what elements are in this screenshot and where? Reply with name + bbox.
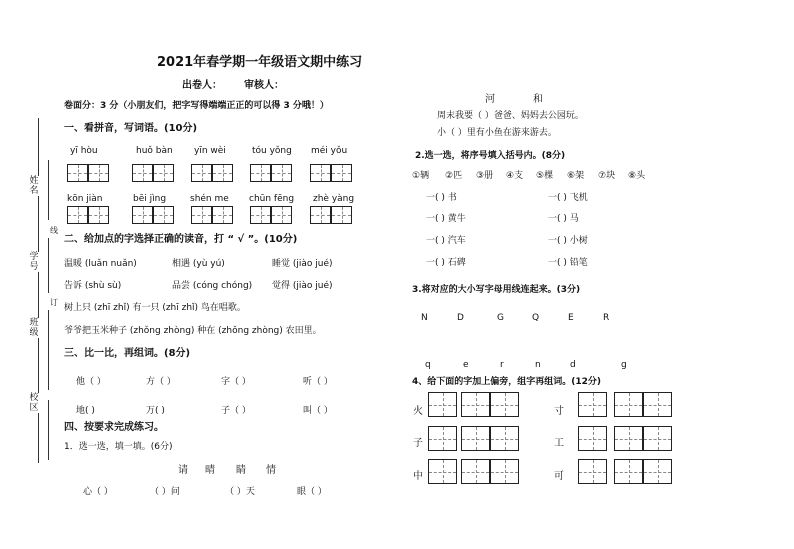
compare-item: 听（ ） bbox=[303, 377, 333, 387]
margin-dash bbox=[48, 160, 49, 220]
writing-box[interactable] bbox=[428, 459, 457, 484]
reading-sentence: 爷爷把玉米种子 (zhǒng zhòng) 种在 (zhǒng zhòng) 农田里。 bbox=[64, 326, 322, 336]
page-title: 2021年春学期一年级语文期中练习 bbox=[157, 55, 363, 70]
measure-blank: 一( ) 小树 bbox=[548, 236, 588, 246]
writing-box[interactable] bbox=[428, 392, 457, 417]
setter-label: 出卷人： bbox=[182, 80, 222, 91]
writing-box[interactable] bbox=[643, 426, 672, 451]
right-section2-heading: 2.选一选，将序号填入括号内。(8分) bbox=[415, 151, 566, 161]
radical-char: 工 bbox=[554, 438, 564, 449]
writing-box[interactable] bbox=[643, 459, 672, 484]
section1-heading: 一、看拼音，写词语。(10分) bbox=[64, 123, 198, 134]
compare-item: 叫（ ） bbox=[303, 406, 333, 416]
option: ⑥架 bbox=[567, 171, 585, 181]
fill-sentence: 周末我要（ ）爸爸、妈妈去公园玩。 bbox=[437, 111, 584, 121]
writing-box[interactable] bbox=[578, 392, 607, 417]
reading-item: 温暖 (luǎn nuǎn) bbox=[64, 259, 137, 269]
measure-blank: 一( ) 飞机 bbox=[548, 193, 588, 203]
writing-box[interactable] bbox=[88, 206, 109, 224]
pinyin: yī hòu bbox=[70, 146, 98, 156]
student-id-label: 学号 bbox=[29, 252, 39, 272]
option: ③册 bbox=[476, 171, 494, 181]
reading-item: 品尝 (cóng chóng) bbox=[172, 281, 253, 291]
option: ①辆 bbox=[412, 171, 430, 181]
fill-blank: 眼（ ） bbox=[297, 487, 327, 497]
radical-char: 子 bbox=[413, 438, 423, 449]
right-section4-heading: 4、给下面的字加上偏旁，组字再组词。(12分) bbox=[412, 377, 602, 387]
compare-item: 地( ) bbox=[76, 406, 95, 416]
pinyin: huǒ bàn bbox=[136, 146, 173, 156]
measure-blank: 一( ) 汽车 bbox=[426, 236, 466, 246]
upper-letter: G bbox=[497, 313, 504, 323]
fill-blank: （ ）天 bbox=[225, 487, 255, 497]
compare-item: 方（ ） bbox=[146, 377, 176, 387]
upper-letter: R bbox=[603, 313, 610, 323]
choice-char: 睛 bbox=[236, 465, 246, 476]
word-choice: 河 bbox=[485, 94, 495, 105]
name-label: 姓名 bbox=[29, 176, 39, 196]
radical-char: 寸 bbox=[554, 406, 564, 417]
radical-char: 火 bbox=[413, 406, 423, 417]
writing-box[interactable] bbox=[88, 164, 109, 182]
pinyin: tóu yǒng bbox=[252, 146, 292, 156]
writing-box[interactable] bbox=[271, 164, 292, 182]
lower-letter: g bbox=[621, 360, 627, 370]
word-choice: 和 bbox=[533, 94, 543, 105]
writing-box[interactable] bbox=[614, 426, 643, 451]
writing-box[interactable] bbox=[67, 164, 88, 182]
writing-box[interactable] bbox=[578, 459, 607, 484]
writing-box[interactable] bbox=[614, 459, 643, 484]
margin-dash bbox=[48, 400, 49, 460]
reading-item: 睡觉 (jiào jué) bbox=[272, 259, 333, 269]
option: ④支 bbox=[506, 171, 524, 181]
option: ⑦块 bbox=[598, 171, 616, 181]
writing-box[interactable] bbox=[212, 206, 233, 224]
radical-char: 中 bbox=[413, 471, 423, 482]
writing-box[interactable] bbox=[428, 426, 457, 451]
writing-box[interactable] bbox=[250, 206, 271, 224]
pinyin: kōn jiàn bbox=[67, 194, 103, 204]
fill-blank: 心（ ） bbox=[83, 487, 113, 497]
choice-char: 请 bbox=[178, 465, 188, 476]
pinyin: chūn fēng bbox=[249, 194, 295, 204]
school-label: 校区 bbox=[29, 393, 39, 413]
section3-heading: 三、比一比，再组词。(8分) bbox=[64, 348, 191, 359]
writing-box[interactable] bbox=[490, 392, 519, 417]
sub1-heading: 1．选一选，填一填。(6分) bbox=[64, 442, 173, 452]
writing-box[interactable] bbox=[250, 164, 271, 182]
compare-item: 子（ ） bbox=[221, 406, 251, 416]
lower-letter: e bbox=[463, 360, 469, 370]
upper-letter: E bbox=[568, 313, 574, 323]
writing-box[interactable] bbox=[578, 426, 607, 451]
option: ⑤棵 bbox=[536, 171, 554, 181]
right-section3-heading: 3.将对应的大小写字母用线连起来。(3分) bbox=[412, 285, 581, 295]
pinyin: yīn wèi bbox=[194, 146, 226, 156]
writing-box[interactable] bbox=[191, 206, 212, 224]
writing-box[interactable] bbox=[614, 392, 643, 417]
margin-line-word: 线 bbox=[50, 226, 58, 235]
writing-box[interactable] bbox=[132, 206, 153, 224]
writing-box[interactable] bbox=[271, 206, 292, 224]
writing-box[interactable] bbox=[310, 164, 331, 182]
reading-sentence: 树上只 (zhī zhǐ) 有一只 (zhī zhǐ) 鸟在唱歌。 bbox=[64, 303, 246, 313]
lower-letter: d bbox=[570, 360, 576, 370]
radical-char: 可 bbox=[554, 471, 564, 482]
option: ②匹 bbox=[445, 171, 463, 181]
choice-char: 晴 bbox=[205, 465, 215, 476]
pinyin: méi yǒu bbox=[311, 146, 348, 156]
fill-blank: （ ）问 bbox=[150, 487, 180, 497]
margin-dash bbox=[48, 310, 49, 390]
writing-box[interactable] bbox=[461, 426, 490, 451]
lower-letter: r bbox=[500, 360, 504, 370]
writing-box[interactable] bbox=[331, 206, 352, 224]
class-label: 班级 bbox=[29, 318, 39, 338]
writing-box[interactable] bbox=[331, 164, 352, 182]
fill-sentence: 小（ ）里有小鱼在游来游去。 bbox=[437, 128, 557, 138]
upper-letter: Q bbox=[532, 313, 540, 323]
score-note: 卷面分：3 分（小朋友们，把字写得端端正正的可以得 3 分哦！） bbox=[64, 101, 329, 111]
measure-blank: 一( ) 马 bbox=[548, 214, 579, 224]
reviewer-label: 审核人： bbox=[244, 80, 284, 91]
choice-char: 情 bbox=[266, 465, 276, 476]
writing-box[interactable] bbox=[490, 459, 519, 484]
measure-blank: 一( ) 书 bbox=[426, 193, 457, 203]
lower-letter: q bbox=[425, 360, 431, 370]
section2-heading: 二、给加点的字选择正确的读音，打 “ √ ”。(10分) bbox=[64, 234, 298, 245]
writing-box[interactable] bbox=[461, 459, 490, 484]
compare-item: 字（ ） bbox=[221, 377, 251, 387]
option: ⑧头 bbox=[628, 171, 646, 181]
reading-item: 告诉 (shù sù) bbox=[64, 281, 122, 291]
writing-box[interactable] bbox=[310, 206, 331, 224]
compare-item: 万( ) bbox=[146, 406, 165, 416]
writing-box[interactable] bbox=[490, 426, 519, 451]
measure-blank: 一( ) 黄牛 bbox=[426, 214, 466, 224]
reading-item: 觉得 (jiào jué) bbox=[272, 281, 333, 291]
writing-box[interactable] bbox=[191, 164, 212, 182]
writing-box[interactable] bbox=[643, 392, 672, 417]
upper-letter: D bbox=[457, 313, 464, 323]
writing-box[interactable] bbox=[67, 206, 88, 224]
measure-blank: 一( ) 铅笔 bbox=[548, 258, 588, 268]
writing-box[interactable] bbox=[132, 164, 153, 182]
pinyin: bēi jìng bbox=[133, 194, 167, 204]
section4-heading: 四、按要求完成练习。 bbox=[64, 422, 164, 433]
pinyin: zhè yàng bbox=[313, 194, 355, 204]
margin-seal-word: 订 bbox=[50, 298, 58, 307]
upper-letter: N bbox=[421, 313, 428, 323]
writing-box[interactable] bbox=[153, 164, 174, 182]
pinyin: shén me bbox=[190, 194, 229, 204]
measure-blank: 一( ) 石碑 bbox=[426, 258, 466, 268]
writing-box[interactable] bbox=[153, 206, 174, 224]
margin-dash bbox=[48, 238, 49, 293]
reading-item: 相遇 (yù yú) bbox=[172, 259, 225, 269]
lower-letter: n bbox=[535, 360, 541, 370]
writing-box[interactable] bbox=[212, 164, 233, 182]
compare-item: 他（ ） bbox=[76, 377, 106, 387]
writing-box[interactable] bbox=[461, 392, 490, 417]
